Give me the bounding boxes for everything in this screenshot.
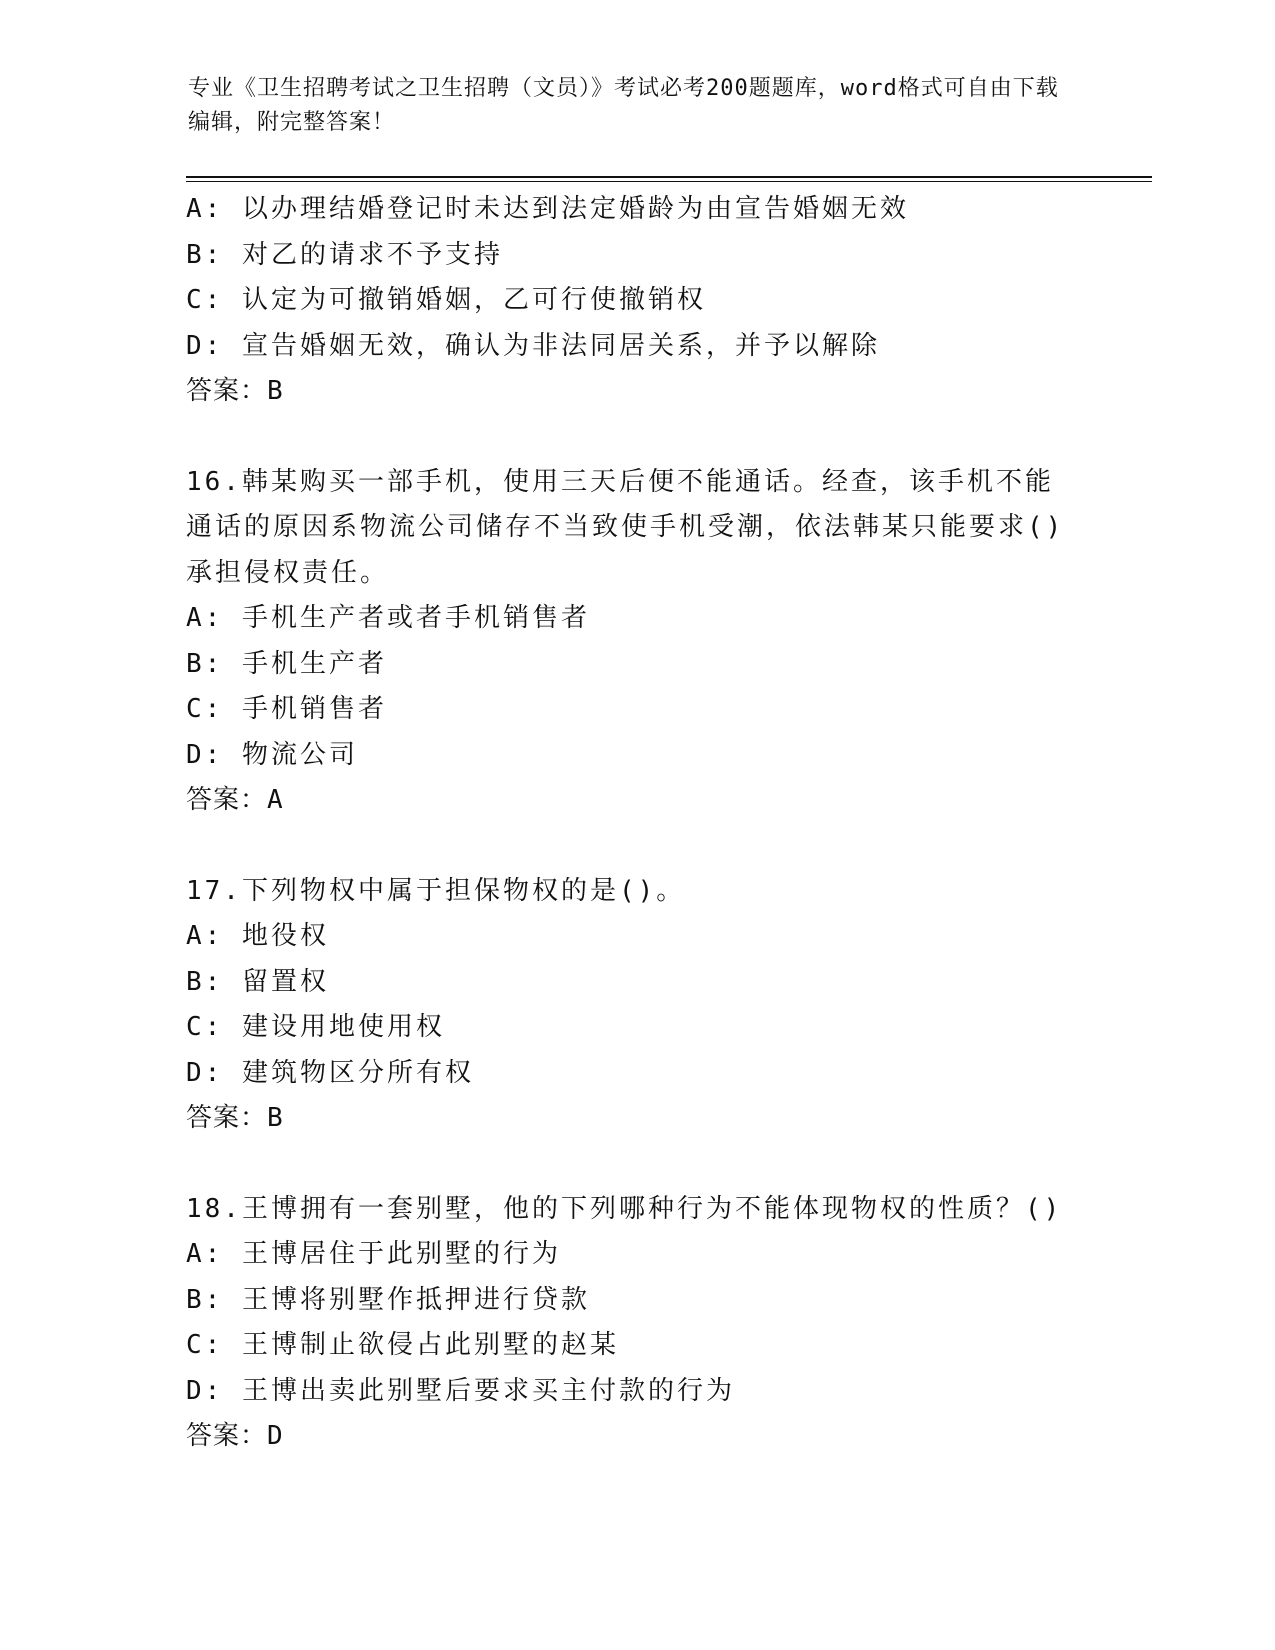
option-d: D: 建筑物区分所有权 (186, 1057, 474, 1088)
option-b: B: 对乙的请求不予支持 (186, 239, 503, 270)
option-c: C: 认定为可撤销婚姻，乙可行使撤销权 (186, 285, 706, 315)
option-b: B: 手机生产者 (186, 648, 387, 679)
option-b: B: 王博将别墅作抵押进行贷款 (186, 1284, 590, 1315)
question-list (186, 187, 1086, 1460)
option-a: A: 王博居住于此别墅的行为 (186, 1239, 561, 1269)
question-text: 18.王博拥有一套别墅，他的下列哪种行为不能体现物权的性质？() (186, 1193, 1063, 1224)
question-block (186, 869, 1086, 1142)
header-rule-thick (186, 176, 1152, 178)
question-block (186, 187, 1086, 415)
answer: 答案：A (186, 785, 284, 815)
question-text: 16.韩某购买一部手机，使用三天后便不能通话。经查，该手机不能通话的原因系物流公司储存不当致使手机受潮，依法韩某只能要求()承担侵权责任。 (186, 466, 1065, 588)
answer: 答案：D (186, 1421, 284, 1451)
question-block (186, 1187, 1086, 1460)
question-block (186, 460, 1086, 824)
header-rule-thin (186, 181, 1152, 182)
question-text: 17.下列物权中属于担保物权的是()。 (186, 875, 686, 906)
option-a: A: 手机生产者或者手机销售者 (186, 603, 590, 633)
option-a: A: 地役权 (186, 921, 329, 951)
answer: 答案：B (186, 1103, 284, 1133)
option-c: C: 建设用地使用权 (186, 1012, 445, 1042)
document-header: 专业《卫生招聘考试之卫生招聘（文员）》考试必考200题题库，word格式可自由下载编辑，附完整答案！ (188, 76, 1059, 135)
block-spacer (186, 824, 1086, 869)
option-d: D: 物流公司 (186, 739, 358, 770)
option-d: D: 王博出卖此别墅后要求买主付款的行为 (186, 1375, 735, 1406)
option-c: C: 手机销售者 (186, 694, 387, 724)
option-d: D: 宣告婚姻无效，确认为非法同居关系，并予以解除 (186, 330, 880, 361)
answer: 答案：B (186, 376, 284, 406)
option-a: A: 以办理结婚登记时未达到法定婚龄为由宣告婚姻无效 (186, 194, 909, 224)
option-c: C: 王博制止欲侵占此别墅的赵某 (186, 1330, 619, 1360)
block-spacer (186, 415, 1086, 460)
block-spacer (186, 1142, 1086, 1187)
option-b: B: 留置权 (186, 966, 329, 997)
